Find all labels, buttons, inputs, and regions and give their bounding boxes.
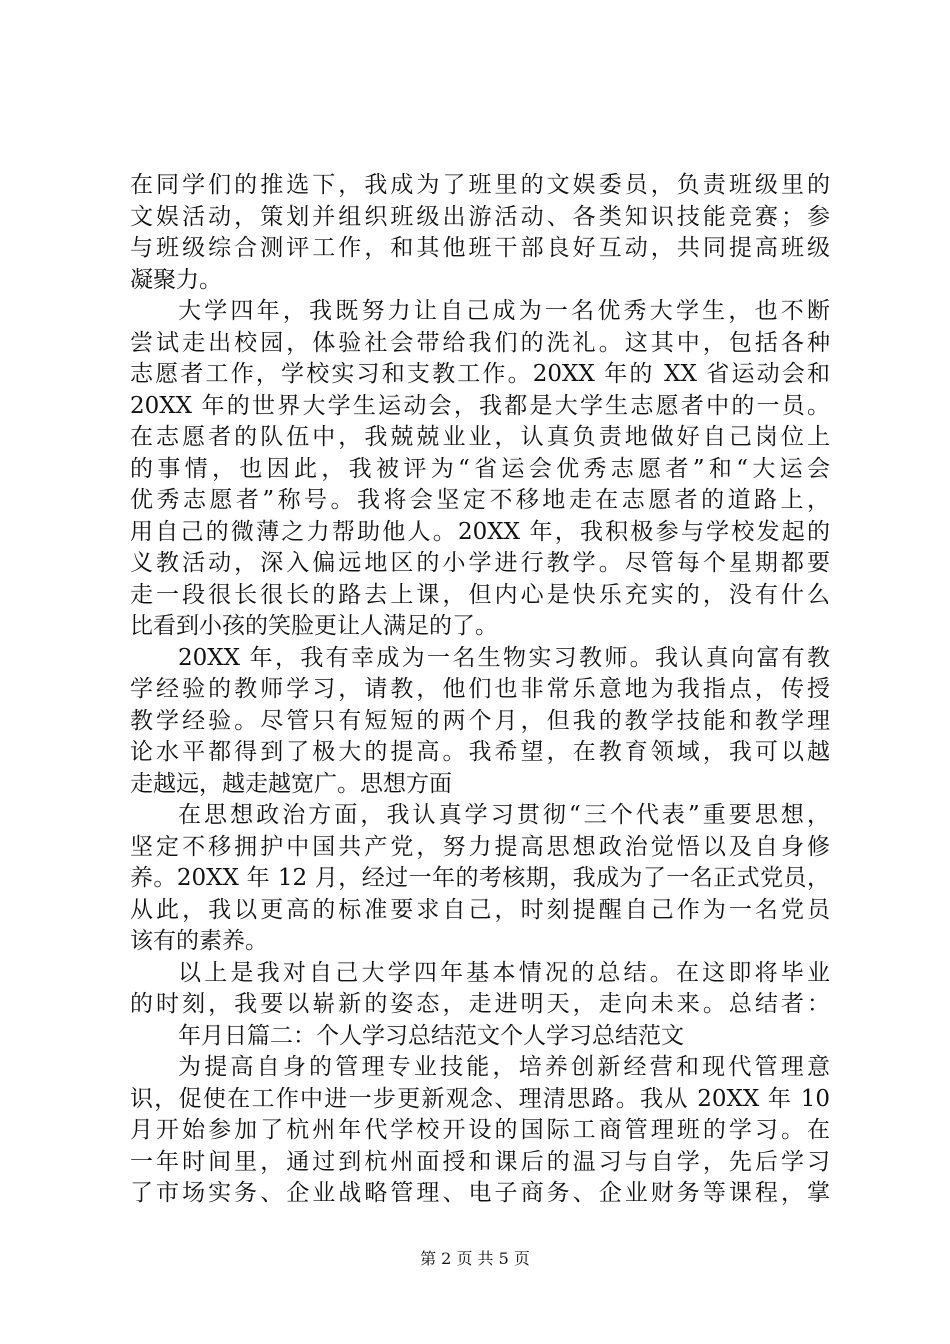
text-line: 月开始参加了杭州年代学校开设的国际工商管理班的学习。在	[130, 1117, 830, 1143]
text-line: 坚定不移拥护中国共产党，努力提高思想政治觉悟以及自身修	[130, 833, 830, 860]
paragraph-volunteer	[130, 296, 830, 643]
text-line: 志愿者工作，学校实习和支教工作。20XX 年的 XX 省运动会和	[130, 361, 830, 387]
paragraph-summary	[130, 958, 830, 1021]
document-body	[130, 170, 830, 1210]
text-line: 在同学们的推选下，我成为了班里的文娱委员，负责班级里的	[130, 172, 830, 198]
text-line: 以上是我对自己大学四年基本情况的总结。在这即将毕业	[178, 959, 830, 986]
text-line: 在志愿者的队伍中，我兢兢业业，认真负责地做好自己岗位上	[130, 424, 830, 450]
text-line: 年月日篇二：个人学习总结范文个人学习总结范文	[178, 1022, 684, 1049]
text-line: 走越远，越走越宽广。思想方面	[130, 770, 452, 797]
paragraph-date-heading	[130, 1021, 830, 1053]
text-line: 凝聚力。	[130, 266, 222, 293]
text-line: 为提高自身的管理专业技能，培养创新经营和现代管理意	[178, 1054, 830, 1080]
text-line: 用自己的微薄之力帮助他人。20XX 年，我积极参与学校发起的	[130, 518, 830, 545]
text-line: 该有的素养。	[130, 928, 268, 954]
text-line: 与班级综合测评工作，和其他班干部良好互动，共同提高班级	[130, 235, 830, 261]
text-line: 教学经验。尽管只有短短的两个月，但我的教学技能和教学理	[130, 707, 830, 734]
paragraph-class-committee	[130, 170, 830, 296]
page-footer: 第 2 页 共 5 页	[420, 1249, 530, 1268]
text-line: 了市场实务、企业战略管理、电子商务、企业财务等课程，掌	[130, 1180, 830, 1206]
text-line: 走一段很长很长的路去上课，但内心是快乐充实的，没有什么	[130, 581, 830, 608]
text-line: 识，促使在工作中进一步更新观念、理清思路。我从 20XX 年 10	[130, 1085, 830, 1112]
text-line: 大学四年，我既努力让自己成为一名优秀大学生，也不断	[178, 298, 830, 324]
text-line: 比看到小孩的笑脸更让人满足的了。	[130, 613, 498, 639]
text-line: 的时刻，我要以崭新的姿态，走进明天，走向未来。总结者：	[130, 991, 830, 1017]
paragraph-political	[130, 800, 830, 958]
text-line: 义教活动，深入偏远地区的小学进行教学。尽管每个星期都要	[130, 550, 830, 576]
text-line: 养。20XX 年 12 月，经过一年的考核期，我成为了一名正式党员，	[130, 865, 830, 891]
text-line: 文娱活动，策划并组织班级出游活动、各类知识技能竞赛；参	[130, 203, 830, 230]
text-line: 在思想政治方面，我认真学习贯彻“三个代表”重要思想，	[178, 802, 830, 828]
text-line: 尝试走出校园，体验社会带给我们的洗礼。这其中，包括各种	[130, 329, 830, 356]
text-line: 学经验的教师学习，请教，他们也非常乐意地为我指点，传授	[130, 676, 830, 702]
text-line: 优秀志愿者”称号。我将会坚定不移地走在志愿者的道路上，	[130, 487, 830, 513]
text-line: 20XX 年，我有幸成为一名生物实习教师。我认真向富有教	[178, 644, 830, 671]
paragraph-internship	[130, 643, 830, 801]
paragraph-management-study	[130, 1052, 830, 1210]
text-line: 的事情，也因此，我被评为“省运会优秀志愿者”和“大运会	[130, 455, 830, 482]
text-line: 论水平都得到了极大的提高。我希望，在教育领域，我可以越	[130, 739, 830, 765]
text-line: 20XX 年的世界大学生运动会，我都是大学生志愿者中的一员。	[130, 392, 830, 419]
text-line: 从此，我以更高的标准要求自己，时刻提醒自己作为一名党员	[130, 896, 830, 923]
text-line: 一年时间里，通过到杭州面授和课后的温习与自学，先后学习	[130, 1148, 830, 1175]
